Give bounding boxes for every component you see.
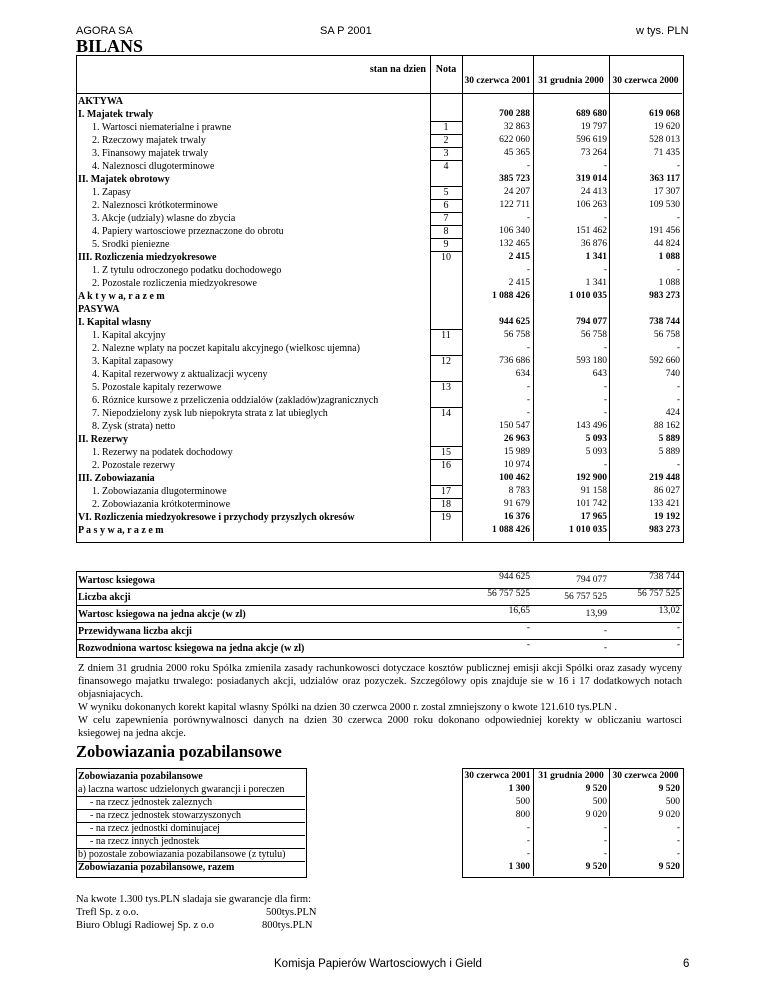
value-cell: 385 723: [499, 174, 530, 184]
value-cell: 56 757 525: [637, 589, 680, 599]
value-cell: 528 013: [649, 135, 680, 145]
value-cell: -: [603, 849, 607, 859]
value-cell: 1 010 035: [569, 525, 607, 535]
value-cell: 132 465: [499, 239, 530, 249]
column-header: 31 grudnia 2000: [538, 771, 604, 781]
value-cell: 5 093: [585, 434, 607, 444]
value-cell: -: [526, 408, 530, 418]
row-label: I. Kapital wlasny: [78, 317, 152, 328]
value-cell: -: [676, 161, 680, 171]
page-title: BILANS: [76, 36, 144, 56]
column-divider: [533, 768, 534, 876]
value-cell: 500: [592, 797, 607, 807]
value-cell: 13,99: [585, 609, 607, 619]
value-cell: 1 300: [508, 784, 530, 794]
row-label: 2. Pozostale rezerwy: [92, 460, 176, 471]
divider: [76, 93, 682, 94]
value-cell: -: [603, 213, 607, 223]
note-paragraph: W wyniku dokonanych korekt kapital wlasny Spólki na dzien 30 czerwca 2000 r. zostal zmniejszony o kwote 121.610 tys.PLN .: [78, 702, 617, 713]
value-cell: -: [676, 343, 680, 353]
value-cell: 1 341: [585, 252, 607, 262]
row-label: 7. Niepodzielony zysk lub niepokryta strata z lat ubieglych: [92, 408, 328, 419]
value-cell: 13,02: [658, 606, 680, 616]
value-cell: 133 421: [649, 499, 680, 509]
value-cell: -: [526, 382, 530, 392]
value-cell: 19 620: [653, 122, 680, 132]
row-label: 1. Z tytulu odroczonego podatku dochodowego: [92, 265, 282, 276]
value-cell: 700 288: [499, 109, 530, 119]
value-cell: -: [676, 823, 680, 833]
value-cell: 622 060: [499, 135, 530, 145]
company-name: AGORA SA: [76, 25, 133, 37]
value-cell: 983 273: [649, 291, 680, 301]
value-cell: 24 207: [503, 187, 530, 197]
value-cell: -: [603, 265, 607, 275]
row-label: AKTYWA: [78, 96, 124, 107]
date-label: stan na dzien: [369, 64, 426, 75]
row-label: Przewidywana liczba akcji: [78, 626, 192, 637]
value-cell: -: [676, 265, 680, 275]
value-cell: 192 900: [576, 473, 607, 483]
nota-cell: 4: [443, 161, 449, 172]
value-cell: 106 340: [499, 226, 530, 236]
value-cell: 593 180: [576, 356, 607, 366]
guarantee-amount: 500tys.PLN: [266, 907, 317, 918]
value-cell: -: [603, 161, 607, 171]
nota-label: Nota: [435, 64, 457, 75]
value-cell: -: [603, 836, 607, 846]
row-label: 2. Rzeczowy majatek trwaly: [92, 135, 206, 146]
value-cell: 91 679: [503, 499, 530, 509]
value-cell: 1 088 426: [492, 525, 530, 535]
nota-cell: 2: [443, 135, 449, 146]
row-label: 2. Zobowiazania krótkoterminowe: [92, 499, 231, 510]
page-number: 6: [683, 958, 690, 970]
value-cell: 424: [665, 408, 680, 418]
value-cell: 1 010 035: [569, 291, 607, 301]
value-cell: 689 680: [576, 109, 607, 119]
row-label: 1. Zobowiazania dlugoterminowe: [92, 486, 227, 497]
value-cell: 100 462: [499, 473, 530, 483]
value-cell: -: [526, 823, 530, 833]
guarantee-name: Biuro Oblugi Radiowej Sp. z o.o: [76, 920, 214, 931]
value-cell: 500: [515, 797, 530, 807]
value-cell: 191 456: [649, 226, 680, 236]
value-cell: 738 744: [649, 572, 680, 582]
row-label: - na rzecz innych jednostek: [90, 836, 200, 847]
value-cell: 643: [592, 369, 607, 379]
value-cell: 794 077: [576, 317, 607, 327]
value-cell: -: [526, 395, 530, 405]
row-label: - na rzecz jednostek stowarzyszonych: [90, 810, 242, 821]
row-label: 5. Pozostale kapitaly rezerwowe: [92, 382, 222, 393]
row-label: a) laczna wartosc udzielonych gwarancji i poreczen: [78, 784, 285, 795]
nota-cell: 14: [441, 408, 451, 419]
value-cell: 363 117: [649, 174, 680, 184]
value-cell: 1 300: [508, 862, 530, 872]
column-header: 30 czerwca 2001: [464, 76, 531, 86]
row-label: 4. Kapital rezerwowy z aktualizacji wyceny: [92, 369, 268, 380]
row-label: II. Rezerwy: [78, 434, 128, 445]
value-cell: -: [526, 836, 530, 846]
value-cell: -: [676, 395, 680, 405]
value-cell: 56 757 525: [564, 592, 607, 602]
off-balance-heading: Zobowiazania pozabilansowe: [76, 742, 282, 761]
column-divider: [533, 55, 534, 541]
row-label: III. Zobowiazania: [78, 473, 155, 484]
column-header: 30 czerwca 2000: [612, 76, 679, 86]
value-cell: 740: [665, 369, 680, 379]
notes-block: [78, 662, 682, 740]
value-cell: 151 462: [576, 226, 607, 236]
value-cell: -: [526, 213, 530, 223]
value-cell: 634: [515, 369, 530, 379]
row-label: P a s y w a, r a z e m: [78, 525, 164, 536]
value-cell: 9 520: [585, 862, 607, 872]
value-cell: 736 686: [499, 356, 530, 366]
column-header: 31 grudnia 2000: [538, 76, 604, 86]
row-label: VI. Rozliczenia miedzyokresowe i przychody przyszlych okresów: [78, 512, 355, 523]
value-cell: -: [676, 836, 680, 846]
nota-cell: 12: [441, 356, 451, 367]
value-cell: 45 365: [503, 148, 530, 158]
row-label: - na rzecz jednostki dominujacej: [90, 823, 220, 834]
value-cell: -: [676, 382, 680, 392]
row-label: 2. Naleznosci krótkoterminowe: [92, 200, 218, 211]
value-cell: -: [526, 343, 530, 353]
currency-unit: w tys. PLN: [636, 25, 689, 37]
divider: [76, 605, 682, 606]
row-label: 1. Kapital akcyjny: [92, 330, 166, 341]
row-label: Rozwodniona wartosc ksiegowa na jedna akcje (w zl): [78, 643, 305, 654]
row-label: 3. Akcje (udzialy) wlasne do zbycia: [92, 213, 236, 224]
value-cell: 44 824: [653, 239, 680, 249]
value-cell: 56 758: [580, 330, 607, 340]
value-cell: 109 530: [649, 200, 680, 210]
value-cell: 5 889: [658, 447, 680, 457]
value-cell: 2 415: [508, 252, 530, 262]
value-cell: -: [603, 382, 607, 392]
value-cell: 738 744: [649, 317, 680, 327]
note-paragraph: Z dniem 31 grudnia 2000 roku Spólka zmienila zasady rachunkowosci dotyczace kosztów publicznej emisji akcji Spólki oraz zasady wyceny finansowego majatku trwalego: posiadanych akcji, udzialów oraz pozyczek. Szczególowy opis znajduje sie w 16 i 17 dodatkowych notach objasniajacych.: [78, 663, 682, 700]
value-cell: 101 742: [576, 499, 607, 509]
value-cell: 17 965: [580, 512, 607, 522]
value-cell: 19 192: [653, 512, 680, 522]
value-cell: 16,65: [508, 606, 530, 616]
nota-cell: 13: [441, 382, 451, 393]
value-cell: -: [676, 849, 680, 859]
value-cell: 150 547: [499, 421, 530, 431]
value-cell: 1 088 426: [492, 291, 530, 301]
column-header: 30 czerwca 2000: [612, 771, 679, 781]
nota-cell: 1: [443, 122, 449, 133]
value-cell: 36 876: [580, 239, 607, 249]
value-cell: -: [676, 460, 680, 470]
value-cell: 16 376: [503, 512, 530, 522]
row-label: 6. Róznice kursowe z przeliczenia oddzialów (zakladów)zagranicznych: [92, 395, 379, 406]
value-cell: 10 974: [503, 460, 530, 470]
value-cell: 983 273: [649, 525, 680, 535]
value-cell: 1 088: [658, 278, 680, 288]
value-cell: 500: [665, 797, 680, 807]
value-cell: -: [676, 640, 680, 650]
value-cell: 26 963: [503, 434, 530, 444]
nota-cell: 15: [441, 447, 451, 458]
row-label: 8. Zysk (strata) netto: [92, 421, 176, 432]
row-label: 1. Zapasy: [92, 187, 131, 198]
value-cell: -: [526, 161, 530, 171]
row-label: PASYWA: [78, 304, 120, 315]
row-label: Zobowiazania pozabilansowe: [78, 771, 203, 782]
value-cell: 219 448: [649, 473, 680, 483]
nota-cell: 8: [443, 226, 449, 237]
value-cell: 73 264: [580, 148, 607, 158]
value-cell: 88 162: [653, 421, 680, 431]
row-label: Wartosc ksiegowa na jedna akcje (w zl): [78, 609, 246, 620]
value-cell: 71 435: [653, 148, 680, 158]
value-cell: 596 619: [576, 135, 607, 145]
value-cell: 8 783: [508, 486, 530, 496]
value-cell: 2 415: [508, 278, 530, 288]
value-cell: -: [603, 395, 607, 405]
value-cell: 319 014: [576, 174, 607, 184]
nota-cell: 5: [443, 187, 449, 198]
value-cell: 5 889: [658, 434, 680, 444]
nota-cell: 3: [443, 148, 449, 159]
value-cell: 9 520: [585, 784, 607, 794]
row-label: 3. Kapital zapasowy: [92, 356, 174, 367]
value-cell: 1 088: [658, 252, 680, 262]
guarantee-amount: 800tys.PLN: [262, 920, 313, 931]
row-label: III. Rozliczenia miedzyokresowe: [78, 252, 217, 263]
report-code: SA P 2001: [320, 25, 372, 37]
footer-text: Komisja Papierów Wartosciowych i Gield: [274, 958, 482, 970]
nota-cell: 10: [441, 252, 451, 263]
value-cell: 9 520: [658, 784, 680, 794]
value-cell: -: [603, 823, 607, 833]
value-cell: 106 263: [576, 200, 607, 210]
value-cell: 1 341: [585, 278, 607, 288]
value-cell: 592 660: [649, 356, 680, 366]
value-cell: -: [603, 626, 607, 636]
guarantee-intro: Na kwote 1.300 tys.PLN sladaja sie gwarancje dla firm:: [76, 894, 312, 905]
value-cell: -: [603, 643, 607, 653]
value-cell: 122 711: [499, 200, 530, 210]
value-cell: 15 989: [503, 447, 530, 457]
row-label: b) pozostale zobowiazania pozabilansowe (z tytulu): [78, 849, 286, 860]
row-label: A k t y w a, r a z e m: [78, 291, 165, 302]
value-cell: 5 093: [585, 447, 607, 457]
value-cell: 56 757 525: [487, 589, 530, 599]
value-cell: 9 020: [658, 810, 680, 820]
value-cell: -: [603, 343, 607, 353]
row-label: Liczba akcji: [78, 592, 131, 603]
value-cell: 944 625: [499, 317, 530, 327]
value-cell: 91 158: [580, 486, 607, 496]
guarantee-name: Trefl Sp. z o.o.: [76, 907, 139, 918]
row-label: 3. Finansowy majatek trwaly: [92, 148, 209, 159]
nota-cell: 9: [443, 239, 449, 250]
value-cell: 794 077: [576, 575, 607, 585]
row-label: 4. Papiery wartosciowe przeznaczone do obrotu: [92, 226, 284, 237]
value-cell: 32 863: [503, 122, 530, 132]
value-cell: -: [603, 460, 607, 470]
value-cell: -: [676, 623, 680, 633]
nota-cell: 6: [443, 200, 449, 211]
value-cell: 9 020: [585, 810, 607, 820]
value-cell: 17 307: [653, 187, 680, 197]
value-cell: -: [526, 265, 530, 275]
divider: [76, 588, 682, 589]
row-label: 5. Srodki pieniezne: [92, 239, 170, 250]
value-cell: -: [526, 640, 530, 650]
row-label: 4. Naleznosci dlugoterminowe: [92, 161, 215, 172]
row-label: I. Majatek trwaly: [78, 109, 154, 120]
value-cell: 800: [515, 810, 530, 820]
row-label: Zobowiazania pozabilansowe, razem: [78, 862, 235, 873]
divider: [76, 639, 682, 640]
nota-cell: 18: [441, 499, 451, 510]
value-cell: 56 758: [653, 330, 680, 340]
row-label: Wartosc ksiegowa: [78, 575, 155, 586]
row-label: 2. Pozostale rozliczenia miedzyokresowe: [92, 278, 257, 289]
value-cell: 19 797: [580, 122, 607, 132]
value-cell: -: [526, 849, 530, 859]
divider: [76, 622, 682, 623]
value-cell: 143 496: [576, 421, 607, 431]
row-label: 2. Nalezne wplaty na poczet kapitalu akcyjnego (wielkosc ujemna): [92, 343, 360, 354]
row-label: - na rzecz jednostek zaleznych: [90, 797, 213, 808]
value-cell: -: [676, 213, 680, 223]
column-header: 30 czerwca 2001: [464, 771, 531, 781]
value-cell: -: [526, 623, 530, 633]
row-label: 1. Rezerwy na podatek dochodowy: [92, 447, 233, 458]
value-cell: 9 520: [658, 862, 680, 872]
nota-cell: 17: [441, 486, 451, 497]
value-cell: 56 758: [503, 330, 530, 340]
value-cell: 86 027: [653, 486, 680, 496]
value-cell: 944 625: [499, 572, 530, 582]
value-cell: 24 413: [580, 187, 607, 197]
value-cell: -: [603, 408, 607, 418]
value-cell: 619 068: [649, 109, 680, 119]
nota-cell: 16: [441, 460, 451, 471]
row-label: II. Majatek obrotowy: [78, 174, 170, 185]
note-paragraph: W celu zapewnienia porównywalnosci danych na dzien 30 czerwca 2000 roku dokonano odpowiedniej korekty w obliczaniu wartosci ksiegowej na jedna akcje.: [78, 715, 682, 739]
nota-cell: 7: [443, 213, 449, 224]
nota-cell: 19: [441, 512, 451, 523]
row-label: 1. Wartosci niematerialne i prawne: [92, 122, 232, 133]
nota-cell: 11: [441, 330, 451, 341]
